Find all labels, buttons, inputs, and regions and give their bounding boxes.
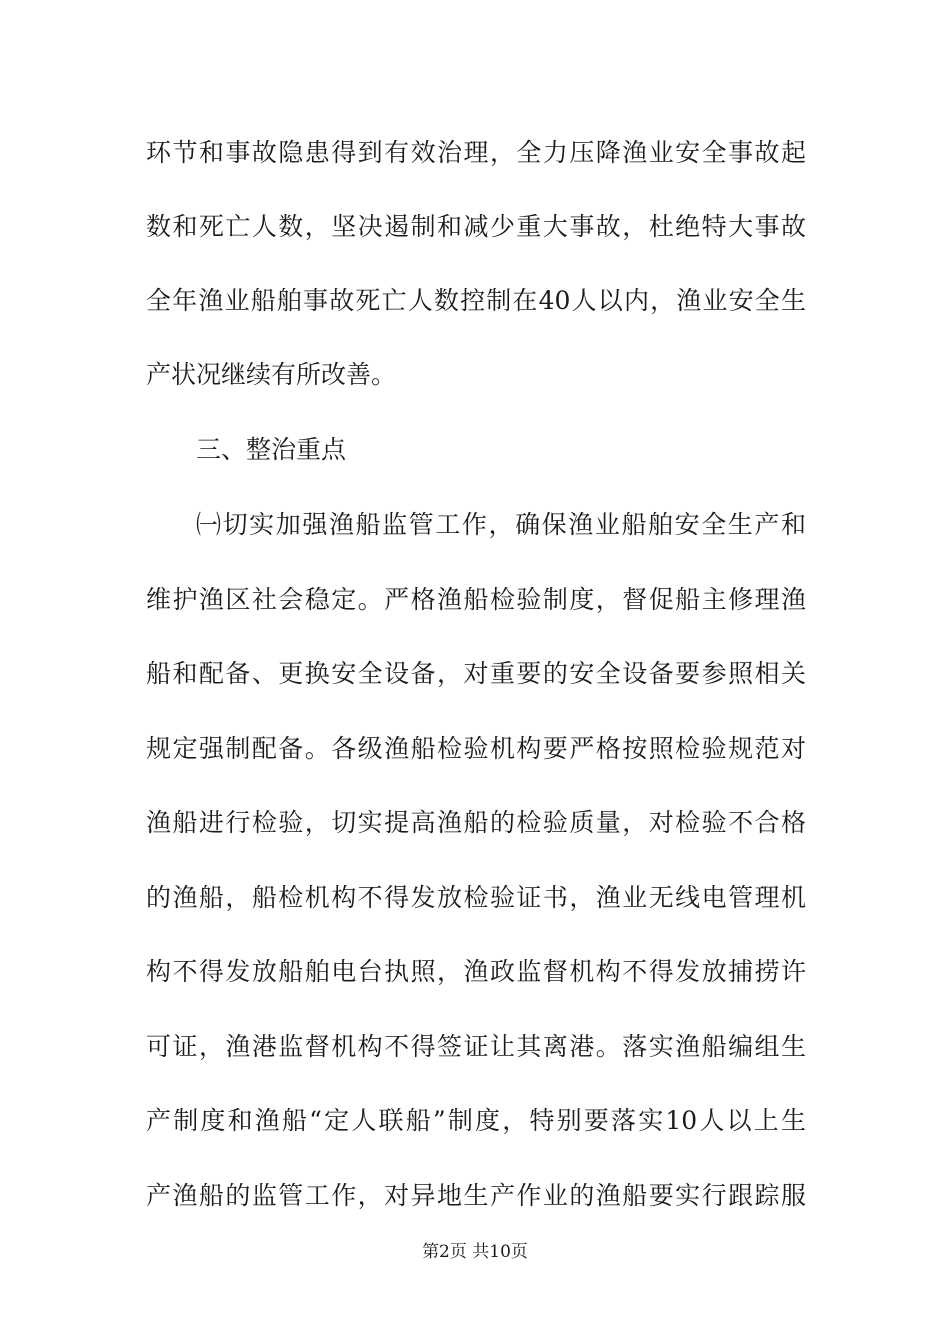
body-text-line: ㈠切实加强渔船监管工作，确保渔业船舶安全生产和 (196, 510, 806, 539)
body-text-line: 产渔船的监管工作，对异地生产作业的渔船要实行跟踪服 (146, 1181, 806, 1210)
body-text-line: 渔船进行检验，切实提高渔船的检验质量，对检验不合格 (146, 808, 806, 837)
body-text-line: 规定强制配备。各级渔船检验机构要严格按照检验规范对 (146, 734, 806, 763)
body-text-line: 产状况继续有所改善。 (146, 360, 397, 389)
page-number-footer: 第2页 共10页 (422, 1242, 528, 1262)
body-text-line: 数和死亡人数，坚决遏制和减少重大事故，杜绝特大事故 (146, 212, 806, 241)
body-text-line: 构不得发放船舶电台执照，渔政监督机构不得发放捕捞许 (146, 957, 806, 986)
body-text-line: 全年渔业船舶事故死亡人数控制在40人以内，渔业安全生 (146, 286, 806, 315)
body-text-line: 船和配备、更换安全设备，对重要的安全设备要参照相关 (146, 659, 806, 688)
body-text-line: 的渔船，船检机构不得发放检验证书，渔业无线电管理机 (146, 883, 806, 912)
body-text-line: 维护渔区社会稳定。严格渔船检验制度，督促船主修理渔 (146, 585, 806, 614)
section-heading: 三、整治重点 (196, 435, 347, 464)
body-text-line: 产制度和渔船“定人联船”制度，特别要落实10人以上生 (146, 1106, 806, 1135)
body-text-line: 可证，渔港监督机构不得签证让其离港。落实渔船编组生 (146, 1032, 806, 1061)
body-text-line: 环节和事故隐患得到有效治理，全力压降渔业安全事故起 (146, 138, 806, 167)
